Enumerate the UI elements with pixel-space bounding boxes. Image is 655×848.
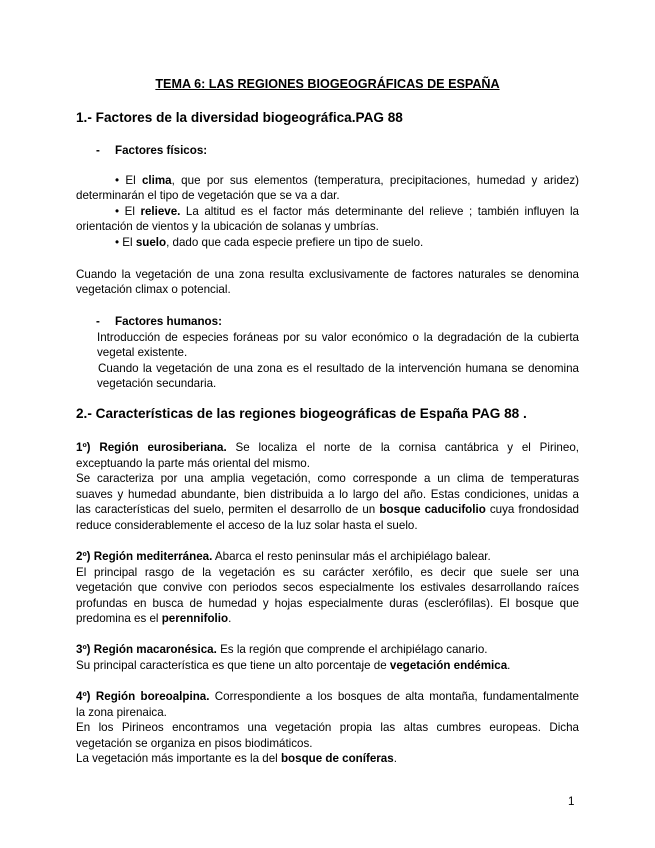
- relieve-line-2: orientación de vientos y la ubicación de solanas y umbrías.: [76, 220, 379, 233]
- humanos-line-1: Introducción de especies foráneas por su valor económico o la degradación de la cubierta: [97, 331, 579, 344]
- mediterranea-line-5: predomina es el perennifolio.: [76, 612, 232, 625]
- humanos-line-4: vegetación secundaria.: [97, 377, 217, 390]
- eurosiberiana-line-6: reduce considerablemente el acceso de la luz solar hasta el suelo.: [76, 519, 418, 532]
- suelo-line: • El suelo, dado que cada especie prefiere un tipo de suelo.: [115, 236, 424, 249]
- mediterranea-line-1: 2º) Región mediterránea. Abarca el resto peninsular más el archipiélago balear.: [76, 550, 491, 563]
- eurosiberiana-line-1: 1º) Región eurosiberiana. Se localiza el norte de la cornisa cantábrica y el Pirineo,: [76, 441, 579, 454]
- climax-paragraph-line-2: vegetación climax o potencial.: [76, 283, 231, 296]
- section-1-heading: 1.- Factores de la diversidad biogeográfica.PAG 88: [76, 110, 403, 125]
- page-number: 1: [568, 795, 575, 808]
- page-title: TEMA 6: LAS REGIONES BIOGEOGRÁFICAS DE ESPAÑA: [155, 77, 500, 91]
- relieve-line: • El relieve. La altitud es el factor más determinante del relieve ; también influyen la: [115, 205, 580, 218]
- boreoalpina-line-4: vegetación se organiza en pisos biodimáticos.: [76, 737, 313, 750]
- eurosiberiana-line-5: las características del suelo, permiten el desarrollo de un bosque caducifolio cuya frondosidad: [76, 503, 579, 516]
- mediterranea-line-4: profundas en busca de humedad y hojas especialmente duras (esclerófilas). El bosque que: [76, 597, 579, 610]
- eurosiberiana-line-2: exceptuando la parte más oriental del mismo.: [76, 457, 310, 470]
- macaronesica-line-1: 3º) Región macaronésica. Es la región que comprende el archipiélago canario.: [76, 643, 488, 656]
- eurosiberiana-line-4: suaves y humedad abundante, bien distribuida a lo largo del año. Estas condiciones, unidas a: [76, 488, 579, 501]
- factores-fisicos-label: Factores físicos:: [115, 144, 208, 157]
- section-2-heading: 2.- Características de las regiones biogeográficas de España PAG 88 .: [76, 406, 527, 421]
- boreoalpina-line-3: En los Pirineos encontramos una vegetación propia las altas cumbres europeas. Dicha: [76, 721, 579, 734]
- mediterranea-line-3: vegetación que convive con periodos secos especialmente los estivales desarrollando raíces: [76, 581, 579, 594]
- bullet-dash: -: [96, 315, 100, 328]
- clima-line: • El clima, que por sus elementos (temperatura, precipitaciones, humedad y aridez): [115, 174, 579, 187]
- climax-paragraph-line-1: Cuando la vegetación de una zona resulta exclusivamente de factores naturales se denomina: [76, 268, 579, 281]
- bullet-dash: -: [96, 144, 100, 157]
- clima-line-2: determinarán el tipo de vegetación que se va a dar.: [76, 189, 340, 202]
- macaronesica-line-2: Su principal característica es que tiene un alto porcentaje de vegetación endémica.: [76, 659, 511, 672]
- eurosiberiana-line-3: Se caracteriza por una amplia vegetación, como corresponde a un clima de temperaturas: [76, 472, 579, 485]
- mediterranea-line-2: El principal rasgo de la vegetación es su carácter xerófilo, es decir que suele ser una: [76, 566, 579, 579]
- factores-humanos-label: Factores humanos:: [115, 315, 222, 328]
- boreoalpina-line-2: la zona pirenaica.: [76, 706, 167, 719]
- boreoalpina-line-5: La vegetación más importante es la del bosque de coníferas.: [76, 752, 397, 765]
- humanos-line-3: Cuando la vegetación de una zona es el resultado de la intervención humana se denomina: [98, 362, 579, 375]
- humanos-line-2: vegetal existente.: [97, 346, 188, 359]
- boreoalpina-line-1: 4º) Región boreoalpina. Correspondiente a los bosques de alta montaña, fundamentalmente: [76, 690, 579, 703]
